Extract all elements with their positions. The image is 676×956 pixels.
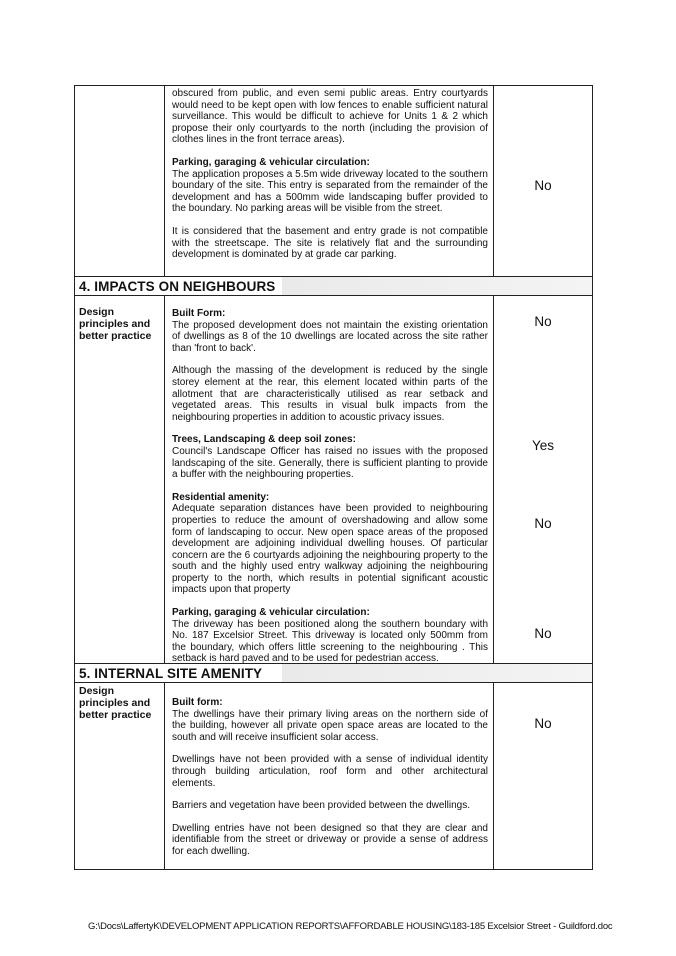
label-cell	[75, 296, 165, 663]
paragraph: Dwellings have not been provided with a sense of individual identity through building articulation, roof form and other architectural elements.	[172, 754, 488, 789]
section-heading	[75, 664, 592, 683]
paragraph-text: The dwellings have their primary living areas on the northern side of the building, however all private open space areas are located to the south and will receive insufficient solar access.	[172, 708, 488, 743]
subheading: Parking, garaging & vehicular circulation:	[172, 156, 370, 168]
compliance-answer: No	[534, 716, 552, 731]
assessment-table	[74, 85, 593, 870]
paragraph	[172, 492, 488, 596]
row-label: Design principles and better practice	[79, 685, 152, 721]
compliance-answer: No	[534, 626, 552, 641]
file-path-footer: G:\Docs\LaffertyK\DEVELOPMENT APPLICATION REPORTS\AFFORDABLE HOUSING\183-185 Excelsior Street - Guildford.doc	[88, 921, 613, 932]
paragraph-text: The application proposes a 5.5m wide driveway located to the southern boundary of the site. This entry is separated from the remainder of the development and has a 500mm wide landscaping buffer provided to the boundary. No parking areas will be visible from the street.	[172, 168, 488, 215]
compliance-answer: No	[534, 314, 552, 329]
subheading: Parking, garaging & vehicular circulation:	[172, 607, 370, 619]
paragraph	[172, 434, 488, 480]
label-cell	[75, 86, 165, 276]
comment-cell	[165, 296, 494, 663]
paragraph: Although the massing of the development is reduced by the single storey element at the rear, this element located within parts of the allotment that are characteristically utilised as rear setback and vegetated areas. This results in visual bulk impacts from the neighbouring properties in addition to acoustic privacy issues.	[172, 365, 488, 423]
comment-cell	[165, 683, 494, 869]
subheading: Trees, Landscaping & deep soil zones:	[172, 434, 356, 446]
paragraph-text: Council's Landscape Officer has raised no issues with the proposed landscaping of the site. Generally, there is sufficient planting to provide a buffer with the neighbouring properties.	[172, 445, 488, 481]
table-row	[75, 683, 592, 869]
paragraph	[172, 308, 488, 354]
compliance-cell	[494, 296, 592, 663]
subheading: Residential amenity:	[172, 491, 270, 503]
paragraph	[172, 607, 488, 665]
paragraph: It is considered that the basement and entry grade is not compatible with the streetscape. The site is relatively flat and the surrounding development is dominated by at grade car parking.	[172, 225, 488, 261]
subheading: Built Form:	[172, 308, 226, 319]
comment-cell	[165, 86, 494, 276]
table-row	[75, 86, 592, 277]
compliance-cell	[494, 683, 592, 869]
compliance-answer: Yes	[531, 438, 555, 453]
section-title: 4. IMPACTS ON NEIGHBOURS	[79, 278, 276, 294]
paragraph: obscured from public, and even semi public areas. Entry courtyards would need to be kept open with low fences to enable sufficient natural surveillance. This would be difficult to achieve for Units 1 & 2 which propose their only courtyards to the north (including the provision of clothes lines in the front terrace areas).	[172, 88, 488, 146]
section-title: 5. INTERNAL SITE AMENITY	[79, 665, 263, 681]
row-label: Design principles and better practice	[79, 306, 152, 342]
compliance-answer: No	[534, 516, 552, 531]
label-cell	[75, 683, 165, 869]
paragraph	[172, 157, 488, 215]
paragraph-text: The proposed development does not maintain the existing orientation of dwellings as 8 of the 10 dwellings are located across the site rather than 'front to back'.	[172, 319, 488, 354]
table-row	[75, 296, 592, 664]
paragraph: Dwelling entries have not been designed so that they are clear and identifiable from the street or driveway or provide a sense of address for each dwelling.	[172, 822, 488, 857]
subheading: Built form:	[172, 697, 223, 708]
paragraph-text: Adequate separation distances have been provided to neighbouring properties to reduce the amount of overshadowing and allow some form of landscaping to occur. New open space areas of the proposed development are adjoining individual dwelling houses. Of particular concern are the 6 courtyards adjoining the neighbouring property to the south and the highly used entry walkway adjoining the neighbouring property to the north, which results in potential significant acoustic impacts upon that property	[172, 503, 488, 596]
compliance-cell	[494, 86, 592, 276]
compliance-answer: No	[534, 178, 552, 193]
section-heading	[75, 277, 592, 296]
paragraph	[172, 697, 488, 743]
paragraph-text: The driveway has been positioned along the southern boundary with No. 187 Excelsior Street. This driveway is located only 500mm from the boundary, which offers little screening to the neighbouring . This setback is hard paved and to be used for pedestrian access.	[172, 618, 488, 665]
paragraph: Barriers and vegetation have been provided between the dwellings.	[172, 800, 470, 812]
